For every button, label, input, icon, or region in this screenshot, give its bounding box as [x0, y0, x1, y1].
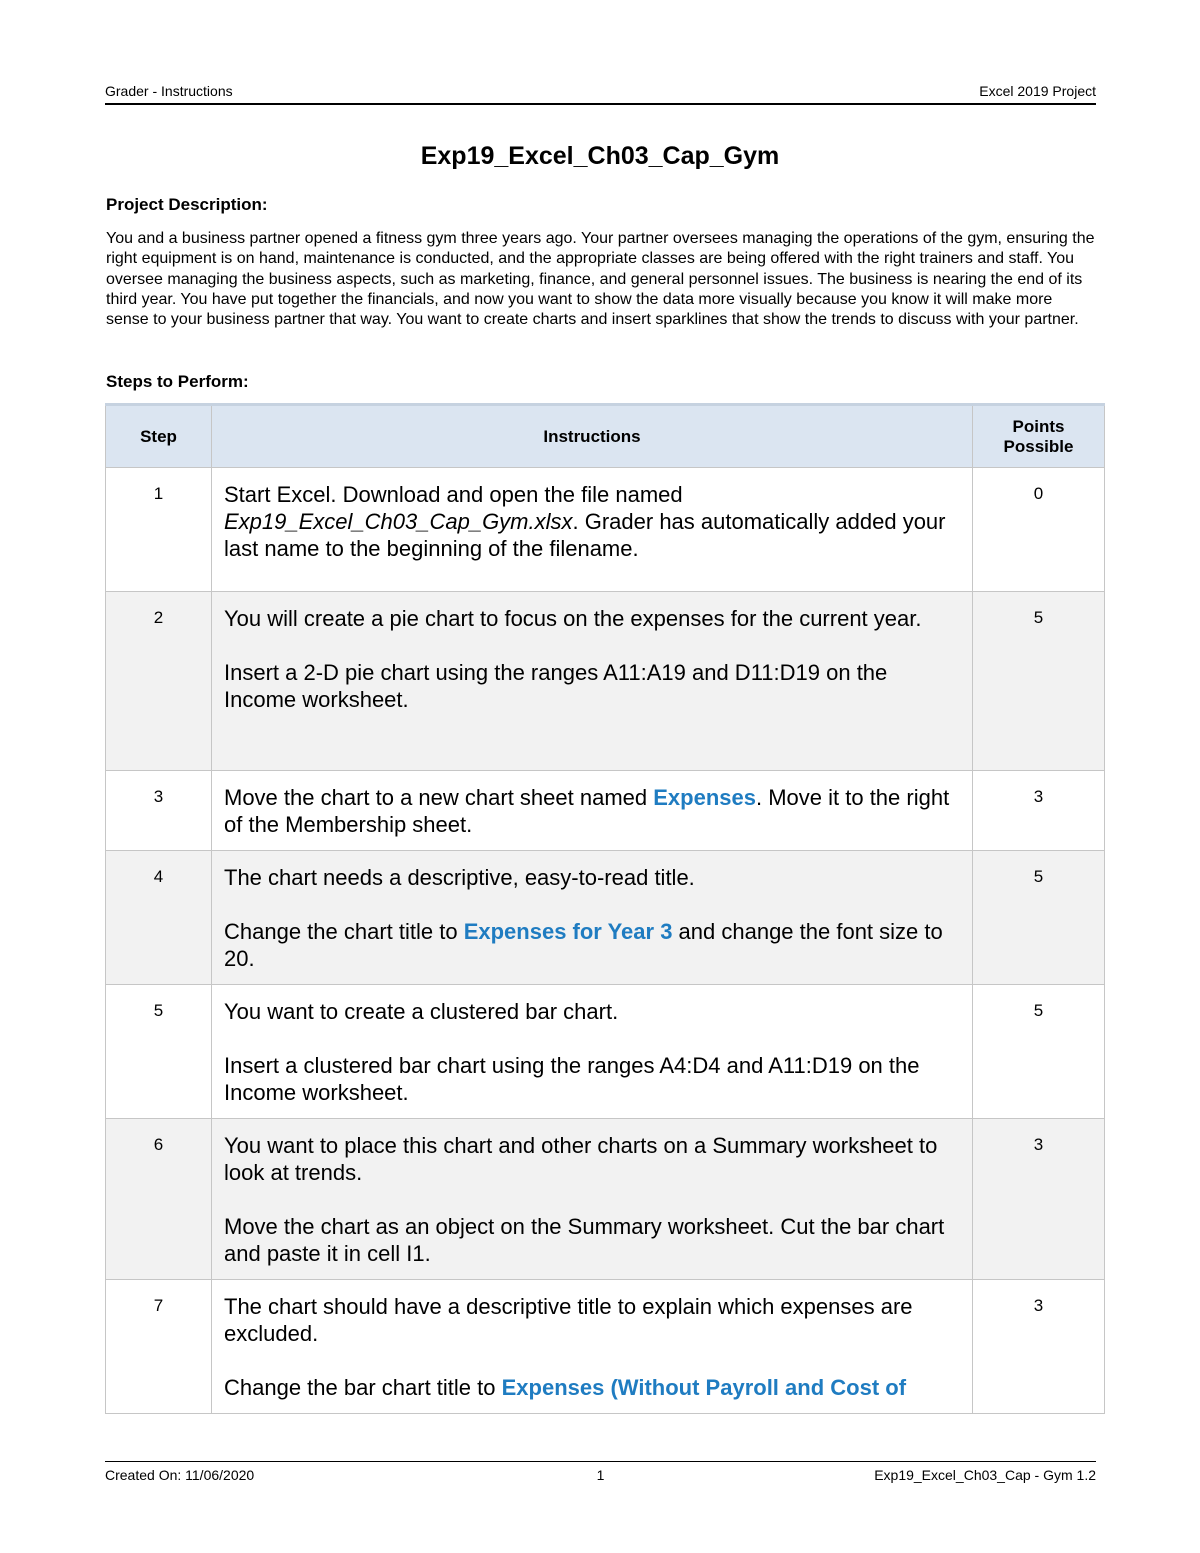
instr-text: and change the font size to 20.	[224, 919, 943, 971]
instr-text: The chart needs a descriptive, easy-to-read title.	[224, 865, 695, 890]
header-points	[973, 405, 1105, 468]
footer-created-on: Created On: 11/06/2020	[105, 1467, 255, 1483]
step-instructions	[212, 1119, 973, 1280]
step-points: 5	[973, 592, 1105, 771]
instr-text: Change the bar chart title to	[224, 1375, 502, 1400]
highlight-value: Expenses	[653, 785, 756, 810]
table-header-row	[106, 405, 1105, 468]
table-row	[106, 1280, 1105, 1414]
step-points: 0	[973, 468, 1105, 592]
table-row	[106, 851, 1105, 985]
step-points: 5	[973, 851, 1105, 985]
step-instructions	[212, 985, 973, 1119]
step-number: 6	[106, 1119, 212, 1280]
instr-text: Move the chart to a new chart sheet named	[224, 785, 654, 810]
step-number: 4	[106, 851, 212, 985]
table-row	[106, 592, 1105, 771]
step-number: 5	[106, 985, 212, 1119]
instr-text: You want to place this chart and other charts on a Summary worksheet to look at trends.	[224, 1133, 938, 1185]
footer-page-number: 1	[596, 1467, 605, 1483]
step-instructions	[212, 1280, 973, 1414]
table-row	[106, 1119, 1105, 1280]
step-points: 5	[973, 985, 1105, 1119]
file-name: Exp19_Excel_Ch03_Cap_Gym.xlsx	[224, 509, 573, 534]
highlight-value: Expenses (Without Payroll and Cost of	[501, 1375, 907, 1400]
table-row	[106, 771, 1105, 851]
footer-doc-id: Exp19_Excel_Ch03_Cap - Gym 1.2	[874, 1467, 1096, 1483]
step-number: 7	[106, 1280, 212, 1414]
highlight-value: Expenses for Year 3	[463, 919, 673, 944]
table-row	[106, 468, 1105, 592]
instr-text: You will create a pie chart to focus on the expenses for the current year.	[224, 606, 922, 631]
header-points-label: Points Possible	[1003, 416, 1074, 456]
header-instructions: Instructions	[212, 405, 973, 468]
instr-text: Change the chart title to	[224, 919, 464, 944]
step-instructions	[212, 771, 973, 851]
step-number: 2	[106, 592, 212, 771]
project-description-heading: Project Description:	[106, 195, 268, 214]
header-step: Step	[106, 405, 212, 468]
instr-text: . Move it to the right of the Membership sheet.	[224, 785, 950, 837]
instr-text: . Grader has automatically added your last name to the beginning of the filename.	[224, 509, 946, 561]
instr-text: Insert a 2-D pie chart using the ranges A11:A19 and D11:D19 on the Income worksheet.	[224, 660, 888, 712]
instr-text: Insert a clustered bar chart using the ranges A4:D4 and A11:D19 on the Income worksheet.	[224, 1053, 920, 1105]
instr-text: Start Excel. Download and open the file named	[224, 482, 683, 507]
project-description-text: You and a business partner opened a fitness gym three years ago. Your partner oversees managing the operations of the gym, ensuring the right equipment is on hand, maintenance is conducted, and the appropriate classes are being offered with the right trainers and staff. You oversee managing the business aspects, such as marketing, finance, and general personnel issues. The business is nearing the end of its third year. You have put together the financials, and now you want to show the data more visually because you know it will make more sense to your business partner that way. You want to create charts and insert sparklines that show the trends to discuss with your partner.	[106, 230, 1095, 329]
step-number: 3	[106, 771, 212, 851]
step-instructions	[212, 592, 973, 771]
steps-table	[105, 403, 1105, 1414]
header-right-text: Excel 2019 Project	[979, 83, 1096, 99]
instr-text: You want to create a clustered bar chart.	[224, 999, 619, 1024]
header-left-text: Grader - Instructions	[105, 83, 233, 99]
instr-text: Move the chart as an object on the Summary worksheet. Cut the bar chart and paste it in cell I1.	[224, 1214, 945, 1266]
step-points: 3	[973, 1119, 1105, 1280]
step-instructions	[212, 851, 973, 985]
instr-text: The chart should have a descriptive title to explain which expenses are excluded.	[224, 1294, 913, 1346]
steps-heading: Steps to Perform:	[106, 372, 249, 391]
step-number: 1	[106, 468, 212, 592]
page-header	[105, 83, 1096, 105]
document-title: Exp19_Excel_Ch03_Cap_Gym	[420, 142, 780, 170]
table-row	[106, 985, 1105, 1119]
step-points: 3	[973, 771, 1105, 851]
step-instructions	[212, 468, 973, 592]
page-footer	[105, 1461, 1096, 1486]
step-points: 3	[973, 1280, 1105, 1414]
